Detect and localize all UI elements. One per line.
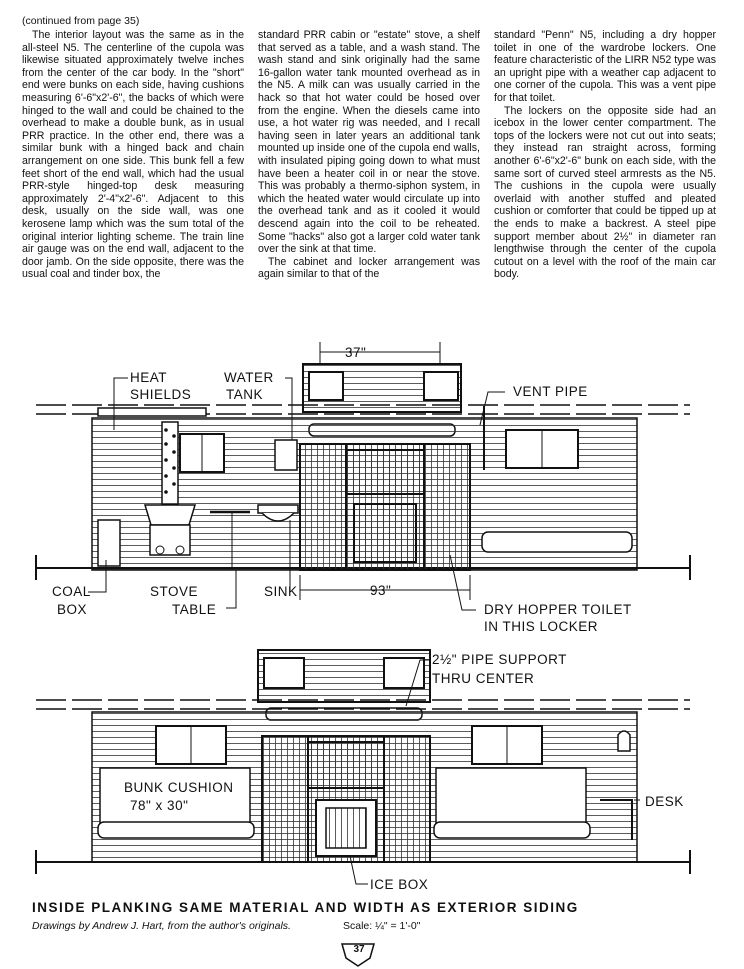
stove	[145, 505, 195, 525]
lamp	[618, 731, 630, 751]
label-shields: SHIELDS	[130, 387, 192, 402]
locker-door	[346, 450, 424, 494]
interior-elevation-2	[36, 650, 690, 884]
cupola-window	[424, 372, 458, 400]
bunk	[482, 532, 632, 552]
dimension-93: 93"	[370, 583, 392, 598]
label-heat: HEAT	[130, 370, 168, 385]
label-bunk-size: 78" x 30"	[130, 798, 189, 813]
label-table: TABLE	[172, 602, 217, 617]
drawing-credit: Drawings by Andrew J. Hart, from the author's originals.	[32, 920, 291, 932]
paragraph: The interior layout was the same as in the all-steel N5. The centerline of the cupola was likewise situated approximately twelve inches from the center of the car body. In the "short" end were bunks on each side, having cushions measuring 6'-6"x2'-6", the backs of which were hinged to the wall and could be chained to the overhead to make a double bunk, as in usual PRR practice. In the other end, there was a similar bunk with a hinged back and chain arrangement on one side. This bunk fell a few feet short of the end wall, which had the usual PRR-style hinged-top desk measuring approximately 2'-4"x2'-6". Adjacent to this desk, usually on the side wall, was one kerosene lamp which was the sum total of the original interior lighting scheme. The train line air gauge was on the end wall, adjacent to the door jamb. On the side opposite, there was the usual coal and tinder box, the	[22, 29, 244, 281]
label-bunk-cushion: BUNK CUSHION	[124, 780, 234, 795]
label-stove: STOVE	[150, 584, 199, 599]
label-toilet-2: IN THIS LOCKER	[484, 619, 599, 634]
label-sink: SINK	[264, 584, 298, 599]
cupola-window	[384, 658, 424, 688]
dimension-37: 37"	[345, 345, 367, 360]
label-ice-box: ICE BOX	[370, 877, 429, 892]
label-pipe-support-1: 2½" PIPE SUPPORT	[432, 652, 567, 667]
coal-box	[98, 520, 120, 566]
label-desk: DESK	[645, 794, 684, 809]
paragraph: The cabinet and locker arrangement was again similar to that of the	[258, 255, 480, 281]
drawing-caption: INSIDE PLANKING SAME MATERIAL AND WIDTH AS EXTERIOR SIDING	[32, 900, 579, 915]
cupola-window	[309, 372, 343, 400]
label-water: WATER	[224, 370, 274, 385]
drawing-scale: Scale: ¼" = 1'-0"	[343, 920, 421, 932]
paragraph: standard "Penn" N5, including a dry hopper toilet in one of the wardrobe lockers. One feature characteristic of the LIRR N52 type was an upright pipe with a weather cap adjacent to one corner of the cupola. This was a vent pipe for that toilet.	[494, 29, 716, 104]
sink	[258, 505, 298, 513]
label-box: BOX	[57, 602, 88, 617]
label-coal: COAL	[52, 584, 91, 599]
bunk-cushion	[436, 768, 586, 824]
bunk-cushion	[100, 768, 250, 824]
continued-note: (continued from page 35)	[22, 15, 140, 27]
label-pipe-support-2: THRU CENTER	[432, 671, 535, 686]
label-tank: TANK	[226, 387, 264, 402]
label-vent-pipe: VENT PIPE	[513, 384, 588, 399]
water-tank	[275, 440, 297, 470]
locker-door	[308, 742, 384, 788]
locker-door	[354, 504, 416, 562]
label-toilet-1: DRY HOPPER TOILET	[484, 602, 632, 617]
page-number: 37	[353, 944, 365, 955]
paragraph: standard PRR cabin or "estate" stove, a shelf that served as a table, and a wash stand. The wash stand and sink originally had the same 16-gallon water tank mounted overhead as in the N5. A milk can was usually carried in the hack so that hot water could be hosed over from the engine. When the diesels came into use, a hot water rig was needed, and I recall having seen in later years an additional tank mounted up inside one of the cupola end walls, with insulated piping going down to what must have been a heater coil in or near the stove. This was probably a thermo-siphon system, in which the heated water would circulate up into the overhead tank and as it cooled it would descend again into the coil to be reheated. Some "hacks" also got a larger cold water tank over the sink at that time.	[258, 29, 480, 256]
cupola-window	[264, 658, 304, 688]
paragraph: The lockers on the opposite side had an icebox in the lower center compartment. The tops of the lockers were not cut out into seats; they instead ran straight across, forming another 6'-6"x2'-6" bunk on each side, with the same sort of curved steel armrests as the N5. The cushions in the cupola were usually overlaid with another stuffed and pleated cushion or comforter that could be tipped up at the ends to make a backrest. A steel pipe support member about 2½" in diameter ran lengthwise through the center of the cupola cutout on a level with the roof of the main car body.	[494, 104, 716, 281]
